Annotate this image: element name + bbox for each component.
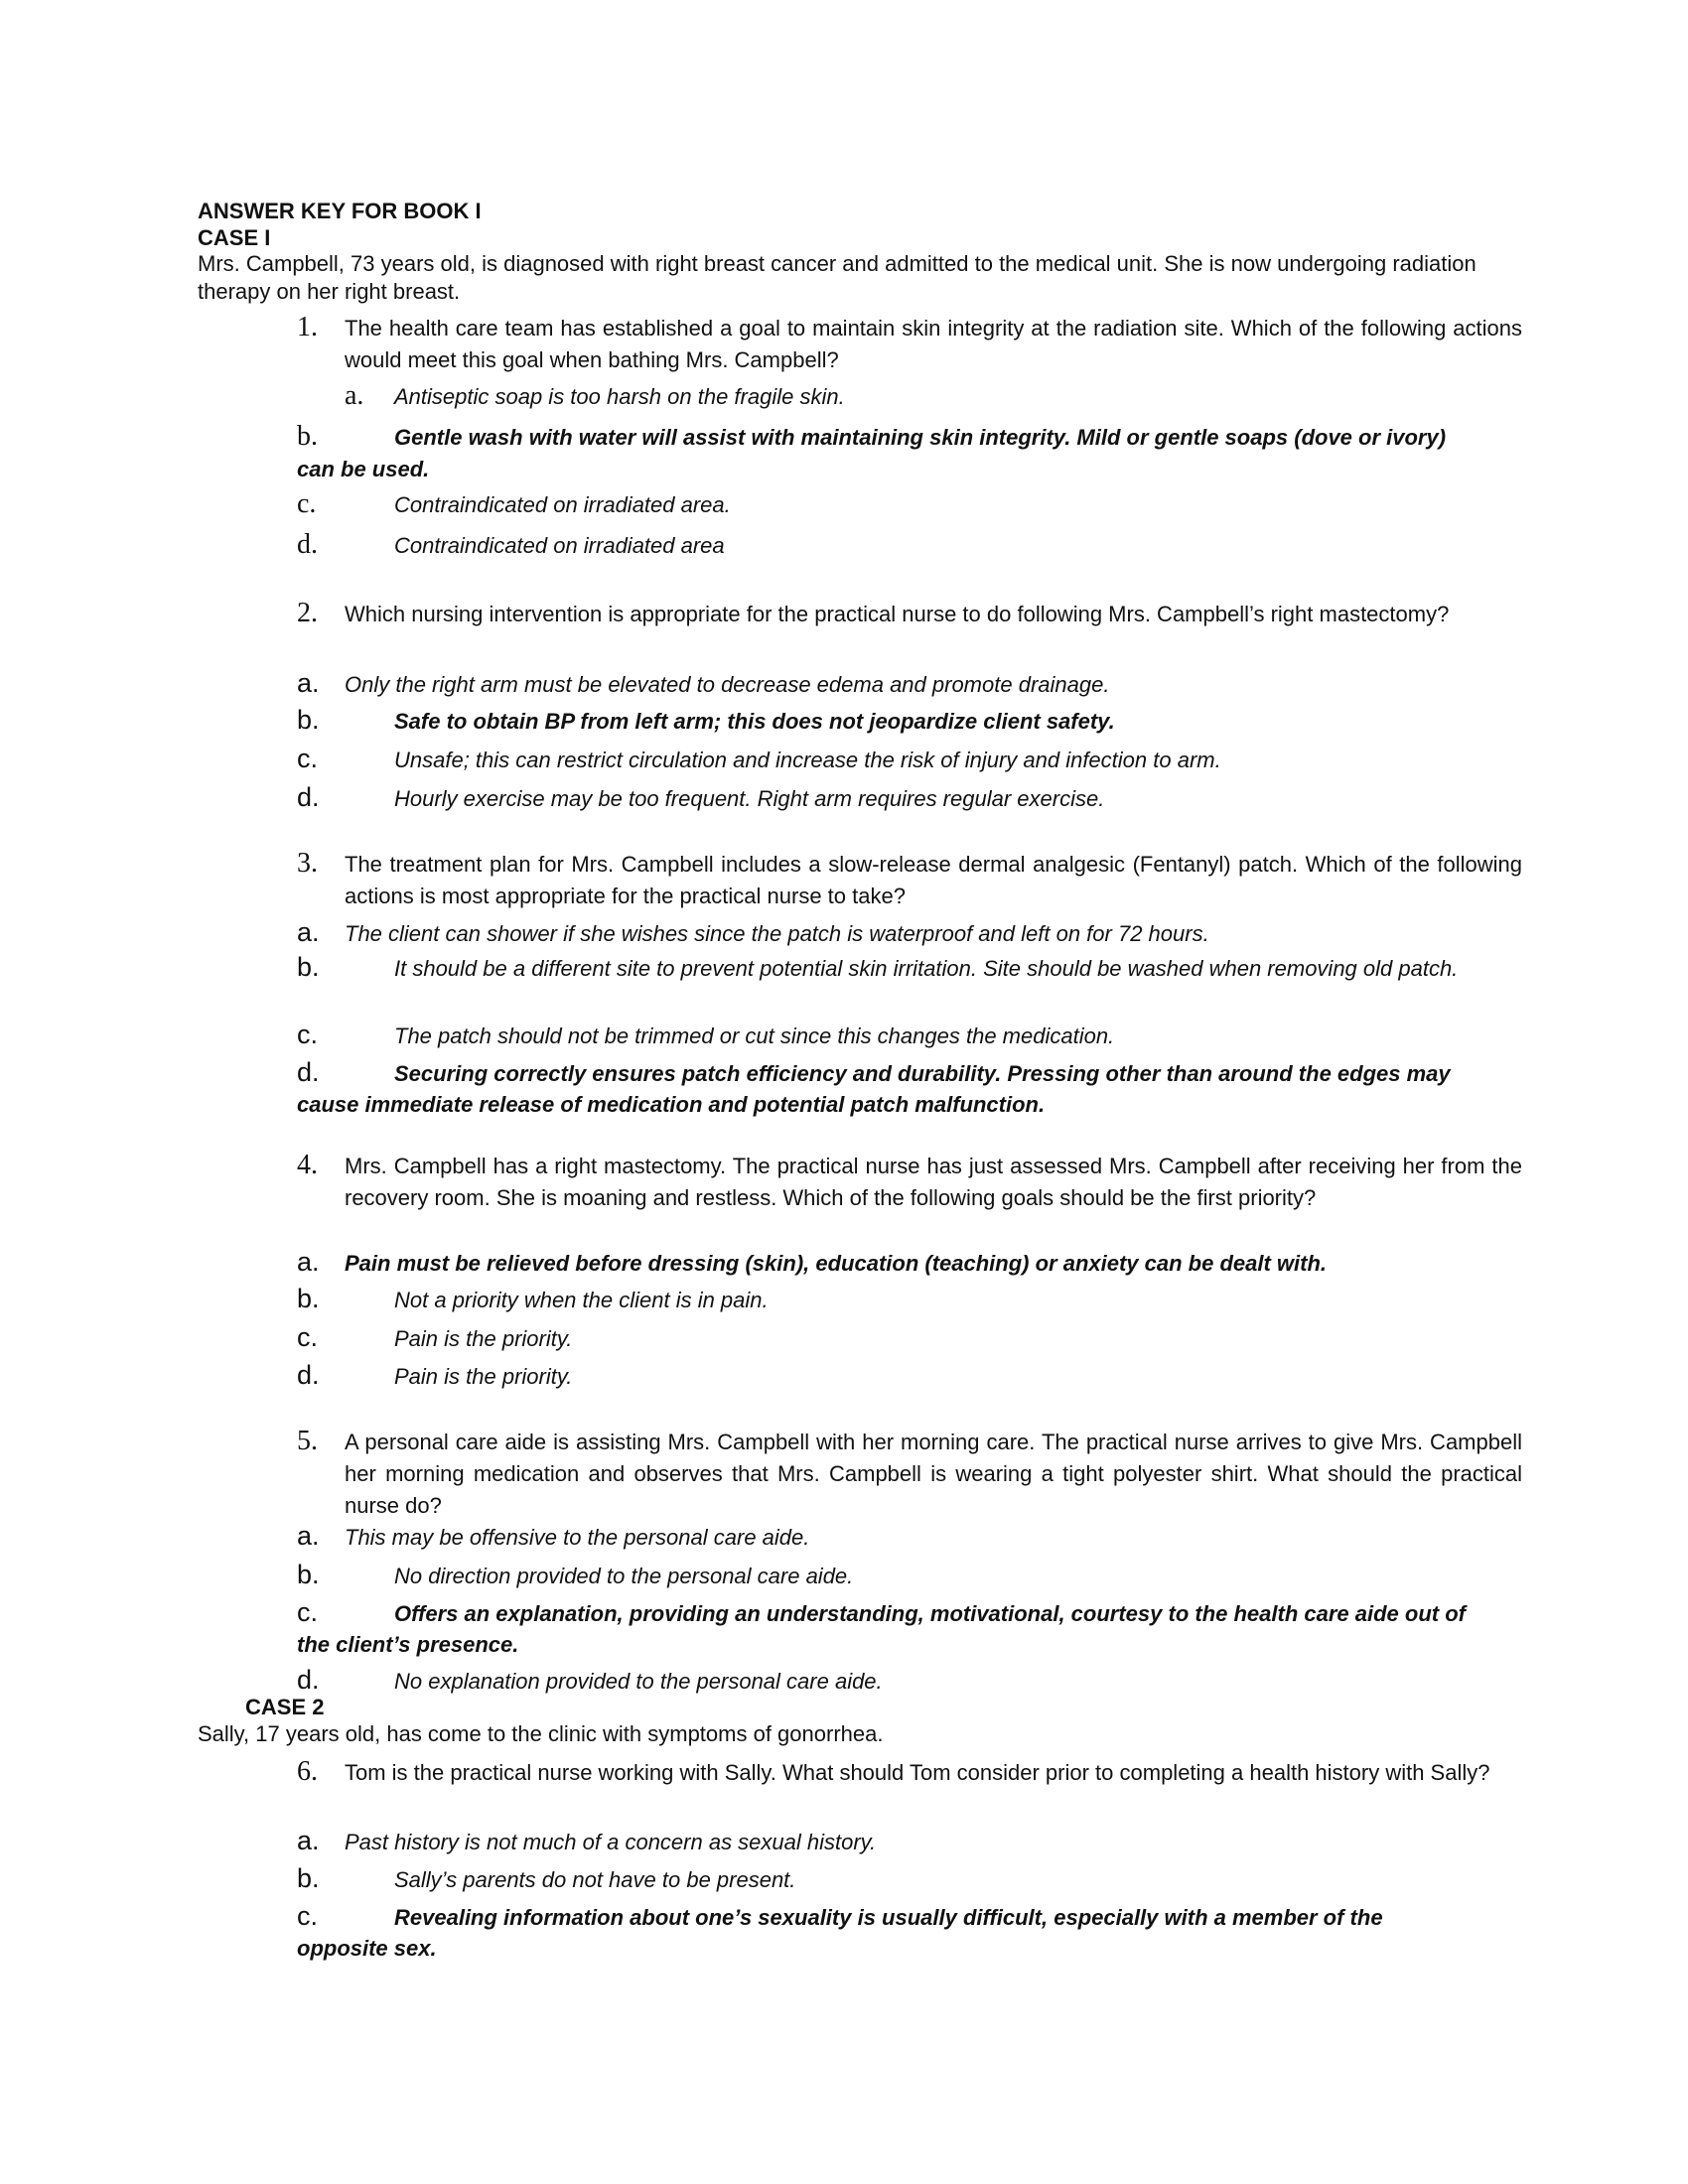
option-letter: a.: [297, 1521, 320, 1551]
option-text: This may be offensive to the personal care aide.: [345, 1525, 810, 1550]
option-letter: a.: [345, 380, 364, 411]
option-2a: [297, 667, 1475, 701]
question-4: [297, 1150, 1522, 1214]
option-text: Pain is the priority.: [394, 1326, 573, 1351]
option-letter: c.: [297, 1020, 319, 1049]
option-letter: b.: [297, 1863, 320, 1893]
option-text: Gentle wash with water will assist with maintaining skin integrity. Mild or gentle soaps (dove or ivory) can be used.: [297, 425, 1447, 481]
option-1d: [297, 529, 1475, 562]
option-letter: b.: [297, 1284, 320, 1313]
option-text: No explanation provided to the personal care aide.: [394, 1669, 883, 1694]
option-5b: [297, 1559, 1475, 1592]
question-number: 5.: [297, 1426, 318, 1456]
option-1a: [345, 380, 1475, 413]
question-3: [297, 848, 1522, 912]
option-text: The patch should not be trimmed or cut since this changes the medication.: [394, 1024, 1115, 1048]
option-6c-correct: [297, 1901, 1475, 1964]
option-letter: a.: [297, 1247, 320, 1277]
option-5d: [297, 1664, 1475, 1698]
option-letter: c.: [297, 1597, 319, 1627]
question-text: Tom is the practical nurse working with Sally. What should Tom consider prior to completing a health history with Sally?: [345, 1760, 1490, 1785]
option-letter: d.: [297, 1057, 320, 1087]
question-number: 1.: [297, 312, 318, 342]
option-6b: [297, 1862, 1475, 1896]
case-1-intro: Mrs. Campbell, 73 years old, is diagnosed with right breast cancer and admitted to the medical unit. She is now undergoing radiation therapy on her right breast.: [198, 251, 1477, 304]
option-text: Antiseptic soap is too harsh on the fragile skin.: [394, 384, 845, 409]
option-4b: [297, 1283, 1475, 1316]
option-6a: [297, 1825, 1475, 1858]
question-number: 6.: [297, 1756, 318, 1787]
option-text: Sally’s parents do not have to be present.: [394, 1867, 796, 1892]
question-5: [297, 1426, 1522, 1522]
option-letter: d.: [297, 782, 320, 812]
option-letter: b.: [297, 952, 320, 982]
option-2d: [297, 781, 1475, 815]
option-text: Revealing information about one’s sexuality is usually difficult, especially with a member of the opposite sex.: [297, 1905, 1383, 1961]
case-1-heading: CASE I: [198, 225, 271, 250]
option-letter: b.: [297, 1560, 320, 1589]
option-3b: [297, 952, 1475, 984]
option-letter: c.: [297, 488, 317, 519]
option-3c: [297, 1019, 1475, 1052]
option-letter: d.: [297, 529, 318, 560]
question-text: The treatment plan for Mrs. Campbell includes a slow-release dermal analgesic (Fentanyl) patch. Which of the following actions is most appropriate for the practical nurse to take?: [345, 852, 1522, 908]
option-5c-correct: [297, 1597, 1475, 1660]
case-2-heading: CASE 2: [245, 1695, 325, 1719]
option-3d-correct: [297, 1057, 1475, 1120]
option-letter: a.: [297, 917, 320, 947]
question-text: A personal care aide is assisting Mrs. Campbell with her morning care. The practical nurse arrives to give Mrs. Campbell her morning medication and observes that Mrs. Campbell is wearing a tight polyester shirt. What should the practical nurse do?: [345, 1430, 1522, 1518]
case-2-intro: Sally, 17 years old, has come to the clinic with symptoms of gonorrhea.: [198, 1721, 884, 1746]
option-text: Contraindicated on irradiated area: [394, 533, 725, 558]
question-2: [297, 598, 1522, 630]
option-3a: [297, 916, 1475, 950]
question-number: 3.: [297, 848, 318, 879]
option-text: Not a priority when the client is in pain.: [394, 1288, 769, 1312]
option-text: Pain must be relieved before dressing (skin), education (teaching) or anxiety can be dealt with.: [345, 1251, 1328, 1276]
option-letter: c.: [297, 1322, 319, 1352]
question-text: Mrs. Campbell has a right mastectomy. The practical nurse has just assessed Mrs. Campbell after receiving her from the recovery room. She is moaning and restless. Which of the following goals should be the first priority?: [345, 1154, 1522, 1210]
option-text: The client can shower if she wishes since the patch is waterproof and left on for 72 hours.: [345, 921, 1209, 946]
option-text: Unsafe; this can restrict circulation and increase the risk of injury and infection to arm.: [394, 748, 1221, 772]
option-text: Hourly exercise may be too frequent. Right arm requires regular exercise.: [394, 786, 1105, 811]
option-letter: c.: [297, 1901, 319, 1931]
option-letter: d.: [297, 1665, 320, 1695]
option-2c: [297, 743, 1475, 776]
option-letter: d.: [297, 1360, 320, 1390]
option-4a-correct: [297, 1246, 1475, 1280]
question-6: [297, 1756, 1522, 1789]
option-letter: b.: [297, 421, 318, 452]
option-text: No direction provided to the personal care aide.: [394, 1564, 854, 1588]
option-text: Only the right arm must be elevated to decrease edema and promote drainage.: [345, 672, 1110, 697]
option-letter: b.: [297, 705, 320, 735]
question-number: 4.: [297, 1150, 318, 1180]
option-4c: [297, 1321, 1475, 1355]
option-letter: a.: [297, 1826, 320, 1855]
option-text: Past history is not much of a concern as sexual history.: [345, 1830, 877, 1854]
option-2b-correct: [297, 704, 1475, 738]
question-text: Which nursing intervention is appropriate for the practical nurse to do following Mrs. Campbell’s right mastectomy?: [345, 602, 1450, 626]
question-text: The health care team has established a goal to maintain skin integrity at the radiation site. Which of the following actions would meet this goal when bathing Mrs. Campbell?: [345, 316, 1522, 372]
option-text: Securing correctly ensures patch efficiency and durability. Pressing other than around the edges may cause immediate release of medication and potential patch malfunction.: [297, 1061, 1451, 1117]
option-1b-correct: [297, 421, 1475, 485]
option-letter: a.: [297, 668, 320, 698]
option-text: Pain is the priority.: [394, 1364, 573, 1389]
option-text: Contraindicated on irradiated area.: [394, 492, 731, 517]
option-1c: [297, 488, 1475, 521]
question-1: [297, 312, 1522, 376]
option-text: It should be a different site to prevent potential skin irritation. Site should be washed when removing old patch.: [394, 956, 1459, 981]
option-letter: c.: [297, 744, 319, 773]
option-text: Safe to obtain BP from left arm; this does not jeopardize client safety.: [394, 709, 1115, 734]
document-title: ANSWER KEY FOR BOOK I: [198, 199, 482, 223]
option-5a: [297, 1520, 1475, 1554]
option-4d: [297, 1359, 1475, 1393]
question-number: 2.: [297, 598, 318, 628]
option-text: Offers an explanation, providing an understanding, motivational, courtesy to the health care aide out of the client’s presence.: [297, 1601, 1466, 1657]
